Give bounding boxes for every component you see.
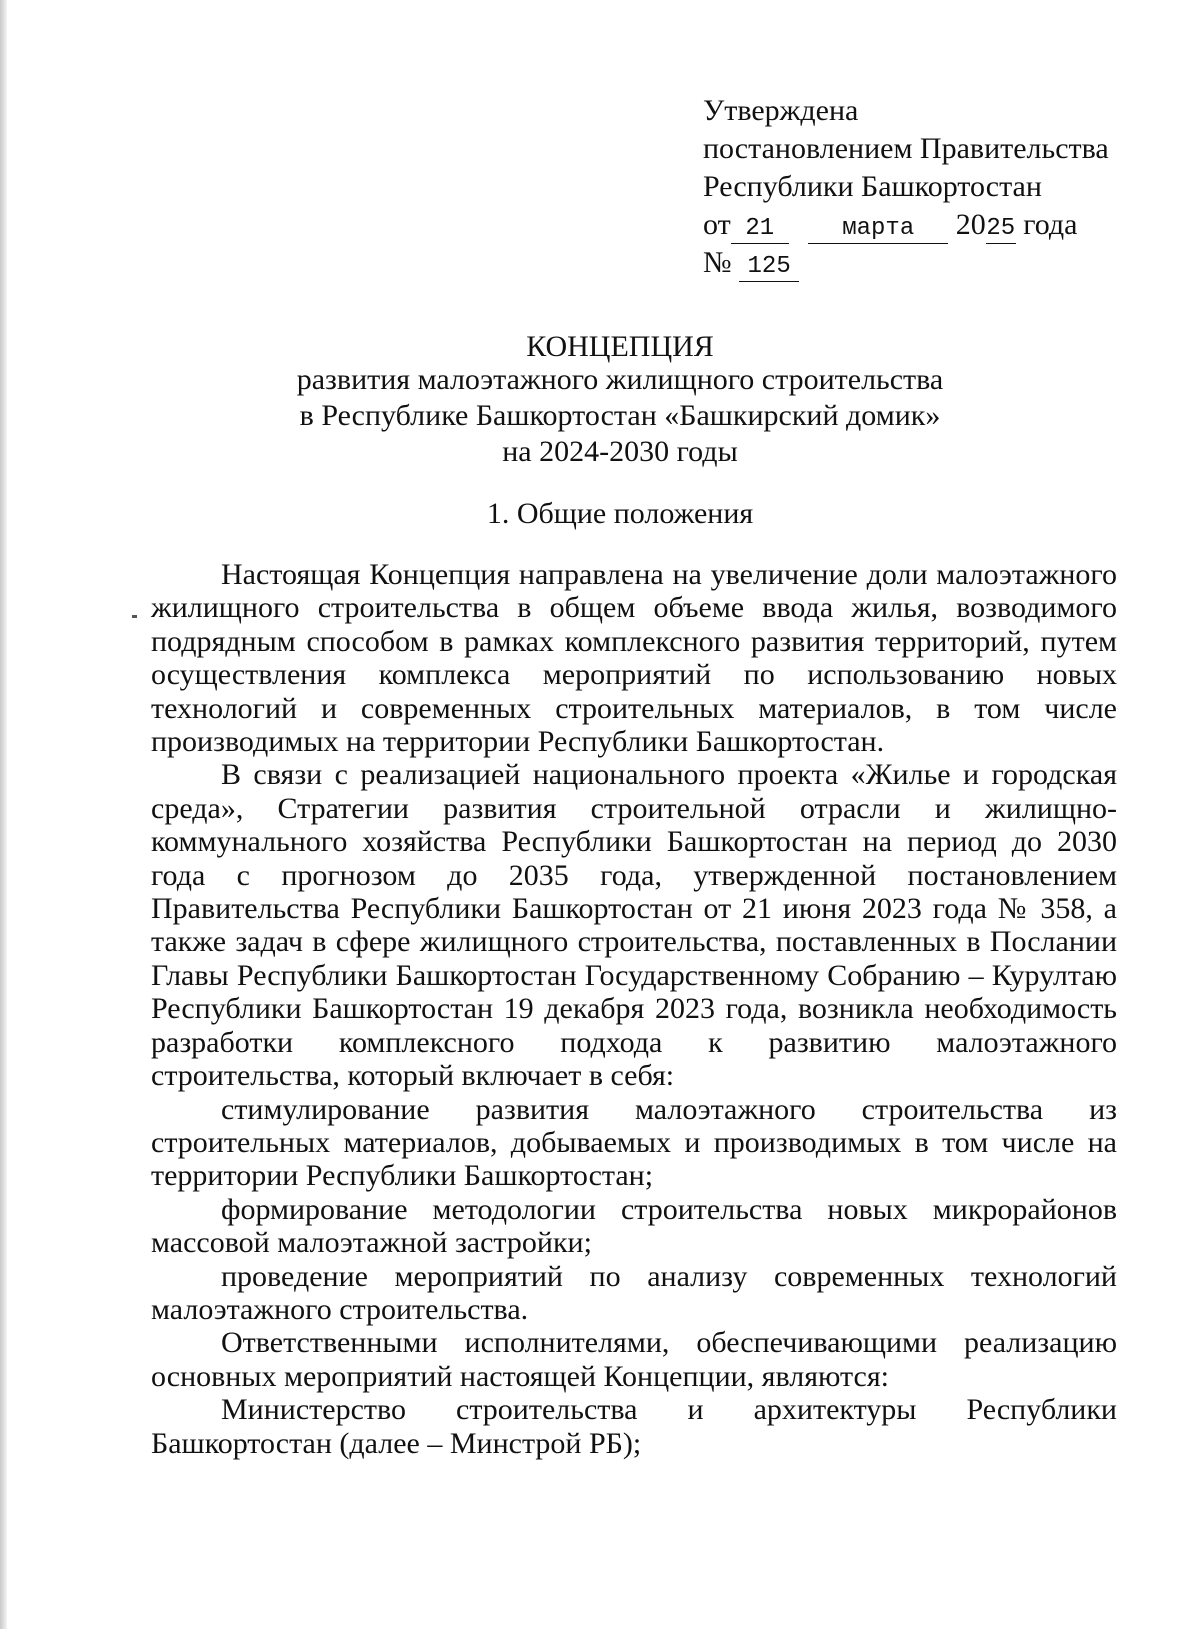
year-word: года: [1023, 208, 1078, 241]
document-title: КОНЦЕПЦИЯ: [526, 330, 714, 363]
list-item-1: стимулирование развития малоэтажного строительства из строительных материалов, добываемых и производимых в том числе на территории Республики Башкортостан;: [151, 1092, 1117, 1193]
section-heading: 1. Общие положения: [486, 497, 754, 530]
scan-speck: [132, 615, 137, 618]
year-suffix: 25: [986, 215, 1016, 242]
date-month: марта: [808, 215, 948, 244]
paragraph-3: Ответственными исполнителями, обеспечивающими реализацию основных мероприятий настоящей Концепции, являются:: [151, 1326, 1117, 1393]
paragraph-2: В связи с реализацией национального проекта «Жилье и городская среда», Стратегии развития строительной отрасли и жилищно-коммунального хозяйства Республики Башкортостан на период до 2030 года с прогнозом до 2035 года, утвержденной постановлением Правительства Республики Башкортостан от 21 июня 2023 года № 358, а также задач в сфере жилищного строительства, поставленных в Послании Главы Республики Башкортостан Государственному Собранию – Курултаю Республики Башкортостан 19 декабря 2023 года, возникла необходимость разработки комплексного подхода к развитию малоэтажного строительства, который включает в себя:: [151, 758, 1117, 1093]
paragraph-1: Настоящая Концепция направлена на увеличение доли малоэтажного жилищного строительства в общем объеме ввода жилья, возводимого подрядным способом в рамках комплексного развития территорий, путем осуществления комплекса мероприятий по использованию новых технологий и современных строительных материалов, в том числе производимых на территории Республики Башкортостан.: [151, 558, 1117, 759]
title-line-3: на 2024-2030 годы: [502, 435, 738, 468]
date-day: 21: [731, 215, 789, 244]
list-item-3: проведение мероприятий по анализу современных технологий малоэтажного строительства.: [151, 1259, 1117, 1326]
document-body: [151, 558, 1117, 1460]
title-line-1: развития малоэтажного жилищного строительства: [296, 363, 944, 396]
approval-number-line: [703, 244, 1163, 282]
date-prefix: от: [703, 208, 731, 241]
title-line-2: в Республике Башкортостан «Башкирский домик»: [299, 399, 941, 432]
list-item-2: формирование методологии строительства новых микрорайонов массовой малоэтажной застройки;: [151, 1192, 1117, 1260]
paragraph-4: Министерство строительства и архитектуры Республики Башкортостан (далее – Минстрой РБ);: [151, 1393, 1117, 1460]
approval-stamp-block: [703, 92, 1163, 282]
approval-date-line: [703, 206, 1163, 244]
approval-line-1: Утверждена: [703, 94, 859, 127]
document-number: 125: [739, 253, 799, 282]
approval-line-3: Республики Башкортостан: [703, 170, 1042, 203]
number-prefix: №: [703, 246, 732, 279]
year-prefix: 20: [955, 208, 986, 241]
approval-line-2: постановлением Правительства: [703, 132, 1109, 165]
scan-edge-shadow: [0, 0, 7, 1629]
